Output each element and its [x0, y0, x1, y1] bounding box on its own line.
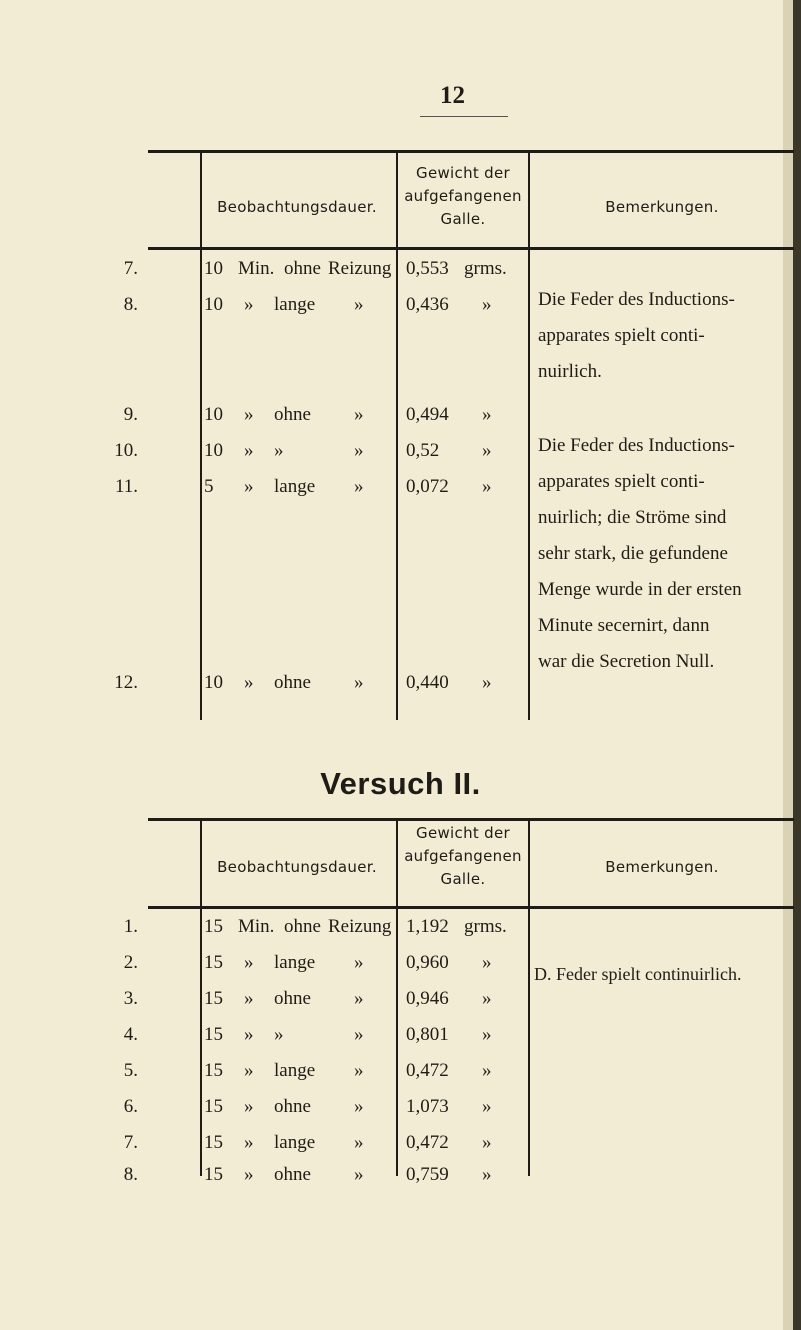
minutes-unit: Min. [238, 916, 275, 937]
weight-unit: » [482, 952, 492, 973]
weight-value: 1,073 [406, 1096, 449, 1117]
weight-value: 0,960 [406, 952, 449, 973]
weight-value: 0,553 [406, 258, 449, 279]
minutes: 15 [204, 1164, 223, 1185]
weight-unit: » [482, 1024, 492, 1045]
weight-value: 0,946 [406, 988, 449, 1009]
weight-unit: » [482, 294, 492, 315]
minutes: 15 [204, 988, 223, 1009]
minutes-unit: » [244, 988, 254, 1009]
weight-unit: » [482, 1096, 492, 1117]
section-title: Versuch II. [320, 766, 481, 801]
minutes: 15 [204, 1132, 223, 1153]
header-gewicht-line1: Gewicht der [416, 164, 510, 182]
stimulation-mode: lange [274, 476, 316, 497]
header-beobachtungsdauer: Beobachtungsdauer. [217, 858, 377, 876]
weight-unit: » [482, 1164, 492, 1185]
remark-line: Die Feder des Inductions- [538, 289, 735, 310]
minutes: 15 [204, 1024, 223, 1045]
table-versuch-1 [114, 150, 794, 720]
minutes-unit: Min. [238, 258, 275, 279]
minutes-unit: » [244, 1060, 254, 1081]
remark-line: war die Secretion Null. [538, 651, 715, 672]
stimulation-label: » [354, 294, 364, 315]
stimulation-label: » [354, 476, 364, 497]
stimulation-mode: ohne [274, 404, 311, 425]
page-edge [793, 0, 801, 1330]
minutes: 15 [204, 916, 223, 937]
remark-row-8 [538, 282, 735, 390]
remark-line: nuirlich; die Ströme sind [538, 507, 727, 528]
minutes: 15 [204, 952, 223, 973]
row-number: 8. [123, 1164, 138, 1185]
minutes: 10 [204, 440, 223, 461]
row-number: 1. [123, 916, 138, 937]
stimulation-mode: lange [274, 952, 316, 973]
weight-unit: » [482, 476, 492, 497]
weight-unit: » [482, 672, 492, 693]
row-number: 10. [114, 440, 138, 461]
minutes-unit: » [244, 1024, 254, 1045]
row-number: 9. [123, 404, 138, 425]
weight-value: 1,192 [406, 916, 449, 937]
row-number: 5. [123, 1060, 138, 1081]
stimulation-label: » [354, 1024, 364, 1045]
stimulation-mode: » [274, 1024, 284, 1045]
stimulation-mode: lange [274, 294, 316, 315]
stimulation-label: » [354, 1132, 364, 1153]
header-gewicht-line3: Galle. [440, 210, 486, 228]
column-divider-2 [396, 150, 398, 720]
remark-line: sehr stark, die gefundene [538, 543, 728, 564]
row-number: 3. [123, 988, 138, 1009]
header-gewicht [396, 822, 530, 891]
page-number: 12 [440, 82, 465, 109]
minutes-unit: » [244, 1096, 254, 1117]
stimulation-mode: ohne [284, 916, 321, 937]
weight-value: 0,494 [406, 404, 449, 425]
minutes-unit: » [244, 1164, 254, 1185]
minutes: 15 [204, 1060, 223, 1081]
stimulation-label: Reizung [328, 258, 392, 279]
table-versuch-2 [123, 818, 794, 1185]
row-number: 7. [123, 258, 138, 279]
table-header-rule [148, 906, 794, 909]
minutes: 15 [204, 1096, 223, 1117]
weight-value: 0,52 [406, 440, 440, 461]
weight-value: 0,472 [406, 1060, 449, 1081]
minutes-unit: » [244, 440, 254, 461]
weight-value: 0,440 [406, 672, 449, 693]
header-gewicht [396, 162, 530, 231]
minutes: 10 [204, 404, 223, 425]
table-top-rule [148, 818, 794, 821]
minutes: 10 [204, 258, 223, 279]
column-divider-1 [200, 150, 202, 720]
weight-value: 0,472 [406, 1132, 449, 1153]
header-gewicht-line1: Gewicht der [416, 824, 510, 842]
stimulation-mode: lange [274, 1132, 316, 1153]
minutes-unit: » [244, 952, 254, 973]
page-number-rule [420, 116, 508, 117]
weight-unit: grms. [464, 258, 507, 279]
remark-line: nuirlich. [538, 361, 602, 382]
remark-row-2: D. Feder spielt continuirlich. [534, 964, 742, 984]
table-header-rule [148, 247, 794, 250]
stimulation-label: » [354, 1096, 364, 1117]
column-divider-1 [200, 818, 202, 1176]
row-number: 11. [114, 476, 138, 497]
header-bemerkungen: Bemerkungen. [605, 198, 719, 216]
weight-value: 0,759 [406, 1164, 449, 1185]
row-number: 8. [123, 294, 138, 315]
remark-line: Die Feder des Inductions- [538, 435, 735, 456]
weight-unit: » [482, 1132, 492, 1153]
weight-unit: » [482, 988, 492, 1009]
stimulation-label: Reizung [328, 916, 392, 937]
header-gewicht-line2: aufgefangenen [404, 847, 522, 865]
minutes-unit: » [244, 404, 254, 425]
column-divider-2 [396, 818, 398, 1176]
minutes: 5 [204, 476, 214, 497]
column-divider-3 [528, 150, 530, 720]
minutes-unit: » [244, 476, 254, 497]
weight-unit: » [482, 404, 492, 425]
stimulation-label: » [354, 1060, 364, 1081]
column-divider-3 [528, 818, 530, 1176]
row-number: 6. [123, 1096, 138, 1117]
weight-value: 0,436 [406, 294, 449, 315]
remark-line: Menge wurde in der ersten [538, 579, 742, 600]
remark-line: apparates spielt conti- [538, 325, 705, 346]
header-beobachtungsdauer: Beobachtungsdauer. [217, 198, 377, 216]
minutes-unit: » [244, 294, 254, 315]
stimulation-label: » [354, 672, 364, 693]
row-number: 12. [114, 672, 138, 693]
stimulation-label: » [354, 952, 364, 973]
remark-line: Minute secernirt, dann [538, 615, 710, 636]
row-number: 4. [123, 1024, 138, 1045]
minutes-unit: » [244, 672, 254, 693]
stimulation-mode: » [274, 440, 284, 461]
stimulation-mode: lange [274, 1060, 316, 1081]
stimulation-mode: ohne [274, 1164, 311, 1185]
stimulation-mode: ohne [274, 988, 311, 1009]
stimulation-label: » [354, 1164, 364, 1185]
weight-unit: » [482, 440, 492, 461]
weight-value: 0,072 [406, 476, 449, 497]
header-bemerkungen: Bemerkungen. [605, 858, 719, 876]
minutes: 10 [204, 294, 223, 315]
row-number: 2. [123, 952, 138, 973]
header-gewicht-line3: Galle. [440, 870, 486, 888]
weight-unit: » [482, 1060, 492, 1081]
stimulation-mode: ohne [274, 1096, 311, 1117]
row-number: 7. [123, 1132, 138, 1153]
weight-value: 0,801 [406, 1024, 449, 1045]
remark-line: apparates spielt conti- [538, 471, 705, 492]
stimulation-label: » [354, 404, 364, 425]
stimulation-mode: ohne [284, 258, 321, 279]
stimulation-label: » [354, 440, 364, 461]
stimulation-mode: ohne [274, 672, 311, 693]
header-gewicht-line2: aufgefangenen [404, 187, 522, 205]
minutes-unit: » [244, 1132, 254, 1153]
minutes: 10 [204, 672, 223, 693]
remark-row-11 [538, 428, 742, 680]
table-top-rule [148, 150, 794, 153]
stimulation-label: » [354, 988, 364, 1009]
weight-unit: grms. [464, 916, 507, 937]
